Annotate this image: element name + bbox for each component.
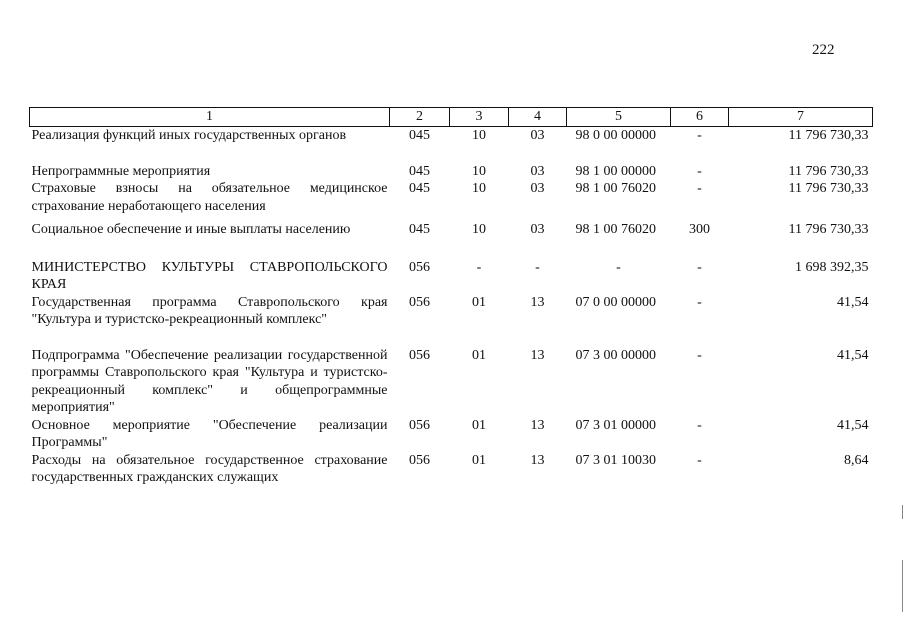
- column-header: 1: [30, 108, 390, 127]
- ministry-code: 056: [409, 294, 430, 310]
- subsection-code: 03: [530, 222, 545, 237]
- row-name: Государственная программа Ставропольского края "Культура и туристско-рекреационный комплекс": [31, 294, 388, 327]
- subsection-code: 13: [530, 294, 545, 310]
- amount: 11 796 730,33: [788, 163, 869, 179]
- ministry-code: 056: [409, 347, 430, 363]
- expense-type-code: -: [697, 163, 702, 179]
- subsection-code: 03: [530, 128, 545, 143]
- table-row: [30, 259, 873, 294]
- section-code: 10: [472, 163, 486, 179]
- scan-edge-mark: [902, 505, 903, 519]
- expense-type-code: 300: [689, 222, 710, 237]
- amount: 41,54: [837, 417, 869, 433]
- subsection-code: -: [535, 259, 540, 275]
- expense-type-code: -: [697, 417, 702, 433]
- target-article-code: 98 1 00 76020: [575, 181, 656, 196]
- subsection-code: 13: [530, 452, 545, 468]
- table-row: [30, 294, 873, 329]
- row-name: Социальное обеспечение и иные выплаты населению: [31, 222, 351, 237]
- column-header: 5: [567, 108, 671, 127]
- table-row: [30, 347, 873, 417]
- amount: 11 796 730,33: [788, 181, 869, 196]
- section-code: 10: [472, 222, 486, 237]
- section-code: 10: [472, 128, 486, 143]
- column-header: 6: [671, 108, 729, 127]
- expense-type-code: -: [697, 347, 702, 363]
- expense-type-code: -: [697, 181, 702, 196]
- section-code: 01: [472, 347, 486, 363]
- subsection-code: 03: [530, 163, 545, 179]
- subsection-code: 13: [530, 417, 545, 433]
- table-row: [30, 127, 873, 145]
- table-header-row: [30, 108, 873, 127]
- amount: 1 698 392,35: [795, 259, 869, 275]
- scan-edge-mark: [902, 560, 903, 612]
- target-article-code: 98 1 00 76020: [575, 222, 656, 237]
- row-name: МИНИСТЕРСТВО КУЛЬТУРЫ СТАВРОПОЛЬСКОГО КРАЯ: [31, 259, 388, 292]
- ministry-code: 045: [409, 222, 430, 237]
- section-code: 01: [472, 294, 486, 310]
- target-article-code: 07 0 00 00000: [575, 294, 656, 310]
- target-article-code: 07 3 00 00000: [575, 347, 656, 363]
- ministry-code: 045: [409, 181, 430, 196]
- section-code: 01: [472, 452, 486, 468]
- page-number: 222: [812, 42, 835, 58]
- column-header: 3: [450, 108, 509, 127]
- table-row: [30, 417, 873, 452]
- amount: 8,64: [844, 452, 869, 468]
- amount: 11 796 730,33: [788, 128, 869, 143]
- subsection-code: 03: [530, 181, 545, 196]
- target-article-code: -: [616, 259, 621, 275]
- row-name: Подпрограмма "Обеспечение реализации государственной программы Ставропольского края "Культура и туристско-рекреационный комплекс" и общепрограммные мероприятия": [31, 347, 388, 415]
- row-name: Основное мероприятие "Обеспечение реализации Программы": [31, 417, 388, 450]
- ministry-code: 056: [409, 417, 430, 433]
- target-article-code: 07 3 01 10030: [575, 452, 656, 468]
- expense-type-code: -: [697, 128, 702, 143]
- amount: 11 796 730,33: [788, 222, 869, 237]
- section-code: 01: [472, 417, 486, 433]
- target-article-code: 07 3 01 00000: [575, 417, 656, 433]
- subsection-code: 13: [530, 347, 545, 363]
- row-name: Непрограммные мероприятия: [31, 163, 211, 179]
- section-code: -: [476, 259, 482, 275]
- column-header: 7: [729, 108, 873, 127]
- row-name: Страховые взносы на обязательное медицинское страхование неработающего населения: [31, 181, 388, 214]
- budget-table: [29, 107, 873, 487]
- ministry-code: 056: [409, 452, 430, 468]
- ministry-code: 045: [409, 128, 430, 143]
- column-header: 2: [390, 108, 450, 127]
- table-row: [30, 452, 873, 487]
- amount: 41,54: [837, 294, 869, 310]
- table-row: [30, 163, 873, 181]
- ministry-code: 045: [409, 163, 430, 179]
- ministry-code: 056: [409, 259, 430, 275]
- row-name: Реализация функций иных государственных органов: [31, 128, 347, 143]
- table-row: [30, 180, 873, 215]
- table-row: [30, 221, 873, 239]
- column-header: 4: [509, 108, 567, 127]
- amount: 41,54: [837, 347, 869, 363]
- expense-type-code: -: [697, 452, 702, 468]
- target-article-code: 98 0 00 00000: [575, 128, 656, 143]
- row-name: Расходы на обязательное государственное страхование государственных гражданских служащих: [31, 452, 388, 485]
- expense-type-code: -: [697, 259, 702, 275]
- target-article-code: 98 1 00 00000: [575, 163, 656, 179]
- section-code: 10: [472, 181, 486, 196]
- expense-type-code: -: [697, 294, 702, 310]
